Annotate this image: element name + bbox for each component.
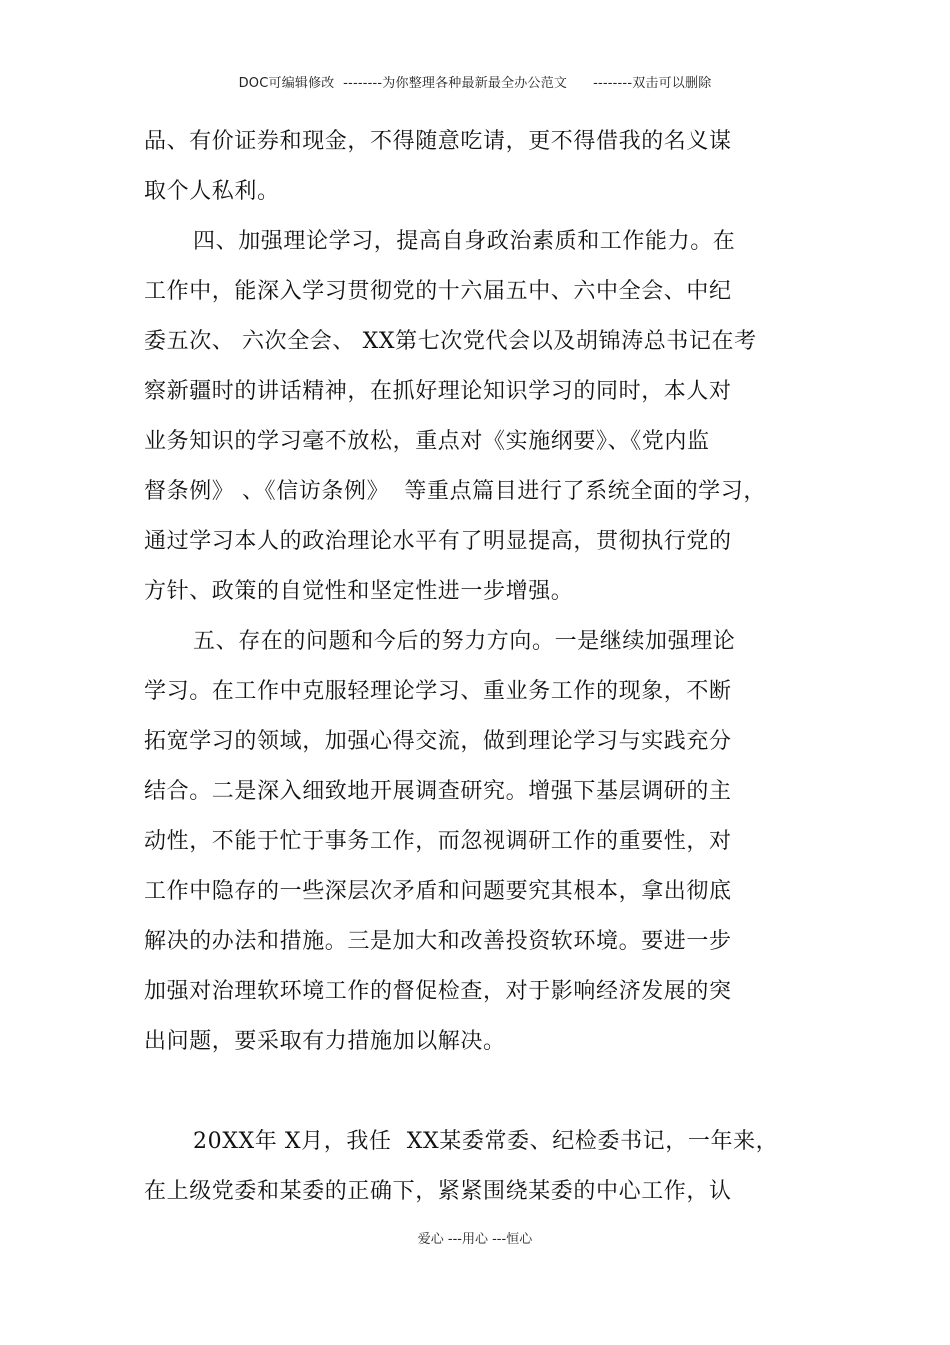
body-line: 学习。在工作中克服轻理论学习、重业务工作的现象，不断: [144, 679, 732, 704]
body-line: 解决的办法和措施。三是加大和改善投资软环境。要进一步: [144, 929, 732, 954]
page-header: DOC可编辑修改 --------为你整理各种最新最全办公范文 --------双击可以删除: [238, 76, 712, 91]
body-line: 拓宽学习的领域，加强心得交流，做到理论学习与实践充分: [144, 729, 732, 754]
body-line: 结合。二是深入细致地开展调查研究。增强下基层调研的主: [144, 779, 732, 804]
body-line: 取个人私利。: [144, 179, 280, 204]
paragraph-start-line: 20XX年 X月，我任 XX某委常委、纪检委书记，一年来，: [193, 1129, 779, 1154]
page-footer: 爱心 ---用心 ---恒心: [417, 1232, 533, 1247]
body-line: 工作中，能深入学习贯彻党的十六届五中、六中全会、中纪: [144, 279, 732, 304]
body-line: 通过学习本人的政治理论水平有了明显提高，贯彻执行党的: [144, 529, 732, 554]
body-line: 品、有价证券和现金，不得随意吃请，更不得借我的名义谋: [144, 129, 732, 154]
body-line: 出问题，要采取有力措施加以解决。: [144, 1029, 506, 1054]
body-line: 工作中隐存的一些深层次矛盾和问题要究其根本，拿出彻底: [144, 879, 732, 904]
body-line: 动性，不能于忙于事务工作，而忽视调研工作的重要性，对: [144, 829, 732, 854]
body-line: 督条例》 、《信访条例》 等重点篇目进行了系统全面的学习，: [144, 479, 766, 504]
body-line: 察新疆时的讲话精神，在抓好理论知识学习的同时，本人对: [144, 379, 732, 404]
body-line: 加强对治理软环境工作的督促检查，对于影响经济发展的突: [144, 979, 732, 1004]
paragraph-start-line: 五、存在的问题和今后的努力方向。一是继续加强理论: [193, 629, 736, 654]
body-line: 在上级党委和某委的正确下，紧紧围绕某委的中心工作，认: [144, 1179, 732, 1204]
paragraph-start-line: 四、加强理论学习，提高自身政治素质和工作能力。在: [193, 229, 736, 254]
body-line: 业务知识的学习毫不放松，重点对《实施纲要》、《党内监: [144, 429, 710, 454]
body-line: 方针、政策的自觉性和坚定性进一步增强。: [144, 579, 574, 604]
body-line: 委五次、 六次全会、 XX第七次党代会以及胡锦涛总书记在考: [144, 329, 757, 354]
